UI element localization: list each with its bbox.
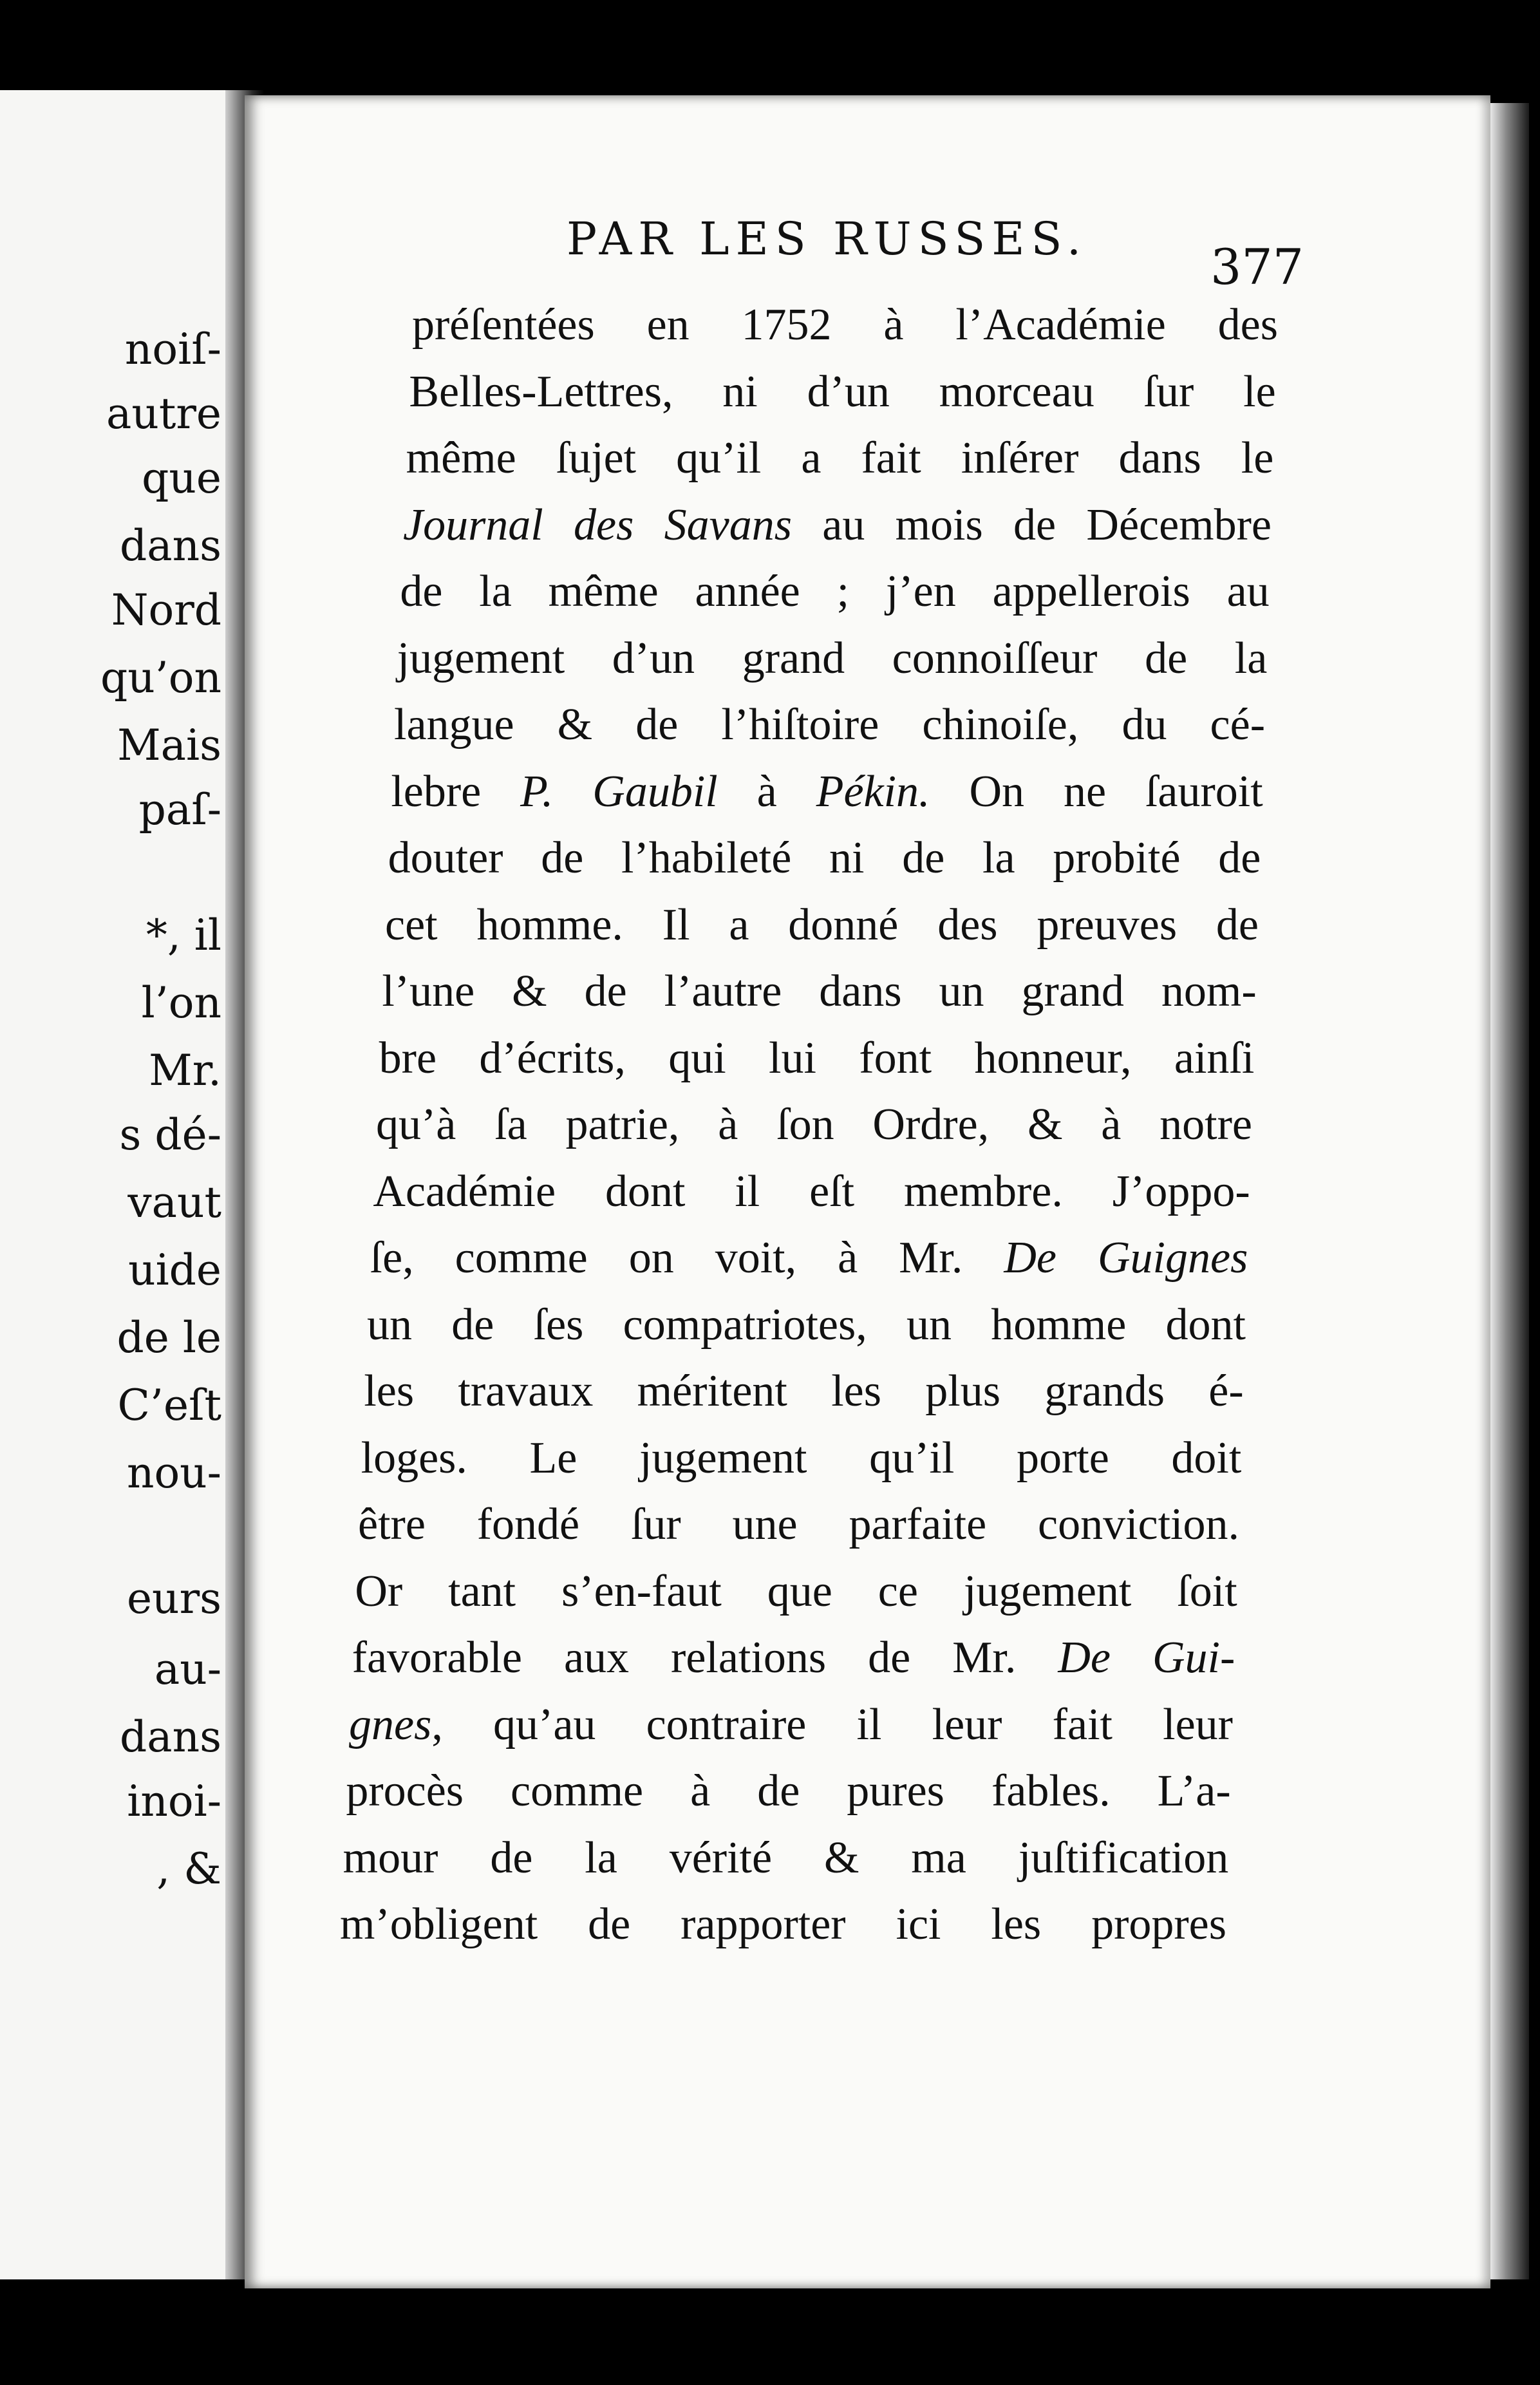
text-line <box>409 366 1276 417</box>
text-run: cet homme. Il a donné des preuves de <box>385 900 1259 950</box>
previous-page-line: Mais <box>117 721 221 770</box>
previous-page-line: eurs <box>127 1574 221 1623</box>
text-run: même ſujet qu’il a fait inſérer dans le <box>406 433 1274 483</box>
text-run: , qu’au contraire il leur fait leur <box>431 1699 1233 1749</box>
previous-page-line: autre <box>106 389 221 438</box>
previous-page-line: que <box>142 453 221 503</box>
text-line <box>391 766 1263 816</box>
text-run: préſentées en 1752 à l’Académie des <box>412 300 1278 350</box>
text-run: douter de l’habileté ni de la probité de <box>388 833 1261 883</box>
text-line <box>370 1233 1248 1283</box>
text-line <box>358 1502 1239 1547</box>
text-line <box>349 1699 1233 1749</box>
text-run: à <box>717 766 816 816</box>
previous-page-line: dans <box>120 1712 221 1762</box>
text-run: être fondé ſur une parfaite conviction. <box>358 1500 1239 1549</box>
previous-page-line: C’eſt <box>117 1381 221 1430</box>
text-run: loges. Le jugement qu’il porte doit <box>361 1433 1242 1483</box>
text-run: un de ſes compatriotes, un homme dont <box>367 1299 1246 1350</box>
previous-page-line: Nord <box>111 585 221 635</box>
italic-text: De Gui- <box>1058 1633 1235 1683</box>
text-line <box>343 1833 1229 1883</box>
text-run: au mois de Décembre <box>791 500 1272 550</box>
text-line <box>400 569 1269 614</box>
text-run: lebre <box>391 766 521 816</box>
text-run: Or tant s’en-faut que ce jugement ſoit <box>355 1566 1237 1616</box>
text-run: de la même année ; j’en appellerois au <box>400 567 1270 616</box>
previous-page-line: dans <box>120 521 221 570</box>
text-line <box>355 1566 1237 1616</box>
text-line <box>388 833 1261 883</box>
text-run: Académie dont il eſt membre. J’oppo- <box>373 1166 1250 1216</box>
text-line <box>385 900 1259 950</box>
italic-text: Pékin. <box>816 766 930 816</box>
text-line <box>352 1633 1235 1683</box>
text-run: l’une & de l’autre dans un grand nom- <box>382 966 1257 1016</box>
text-run: Belles-Lettres, ni d’un morceau ſur le <box>409 366 1276 417</box>
previous-page-line: au- <box>154 1645 221 1694</box>
text-line <box>394 702 1265 748</box>
running-title: PAR LES RUSSES. <box>567 212 1088 265</box>
text-line <box>367 1299 1246 1350</box>
previous-page-line: inoi- <box>127 1777 221 1826</box>
previous-page-line: noiſ- <box>124 325 221 374</box>
text-run: qu’à ſa patrie, à ſon Ordre, & à notre <box>376 1100 1252 1149</box>
page-number: 377 <box>1210 238 1304 296</box>
previous-page-line: l’on <box>141 978 221 1028</box>
text-run: langue & de l’hiſtoire chinoiſe, du cé- <box>394 700 1265 749</box>
text-line <box>379 1033 1255 1083</box>
text-line <box>346 1766 1231 1816</box>
text-line <box>376 1102 1252 1147</box>
previous-page-line: vaut <box>127 1178 221 1227</box>
text-line <box>340 1902 1226 1947</box>
text-line <box>364 1366 1244 1416</box>
text-line <box>361 1433 1242 1483</box>
previous-page-line: paſ- <box>138 785 221 834</box>
previous-page-line: qu’on <box>100 653 221 702</box>
text-line <box>406 433 1274 483</box>
text-line <box>382 966 1257 1016</box>
italic-text: gnes <box>349 1699 432 1749</box>
text-run: jugement d’un grand connoiſſeur de la <box>397 633 1268 683</box>
text-line <box>412 300 1278 350</box>
text-run: procès comme à de pures fables. L’a- <box>346 1766 1231 1816</box>
italic-text: P. Gaubil <box>520 766 718 816</box>
page-edge <box>1490 103 1529 2279</box>
previous-page-line: uide <box>128 1245 221 1295</box>
previous-page-line: , & <box>156 1844 221 1894</box>
text-line <box>373 1166 1250 1216</box>
text-run: les travaux méritent les plus grands é- <box>364 1366 1244 1416</box>
italic-text: De Guignes <box>1004 1233 1248 1283</box>
italic-text: Journal des Savans <box>403 500 792 550</box>
previous-page-line: *, il <box>146 910 221 960</box>
text-run: ſe, comme on voit, à Mr. <box>370 1233 1004 1283</box>
text-run: mour de la vérité & ma juſtification <box>343 1833 1229 1883</box>
text-line <box>397 633 1268 683</box>
text-run: favorable aux relations de Mr. <box>352 1633 1058 1683</box>
text-run: bre d’écrits, qui lui font honneur, ainſi <box>379 1033 1255 1083</box>
previous-page-line: de le <box>117 1313 221 1362</box>
text-run: m’obligent de rapporter ici les propres <box>340 1900 1226 1949</box>
previous-page-line: nou- <box>126 1448 221 1498</box>
previous-page-line: Mr. <box>149 1046 221 1095</box>
text-line <box>403 500 1272 550</box>
previous-page-line: s dé- <box>119 1110 221 1160</box>
text-run: On ne ſauroit <box>930 766 1263 816</box>
